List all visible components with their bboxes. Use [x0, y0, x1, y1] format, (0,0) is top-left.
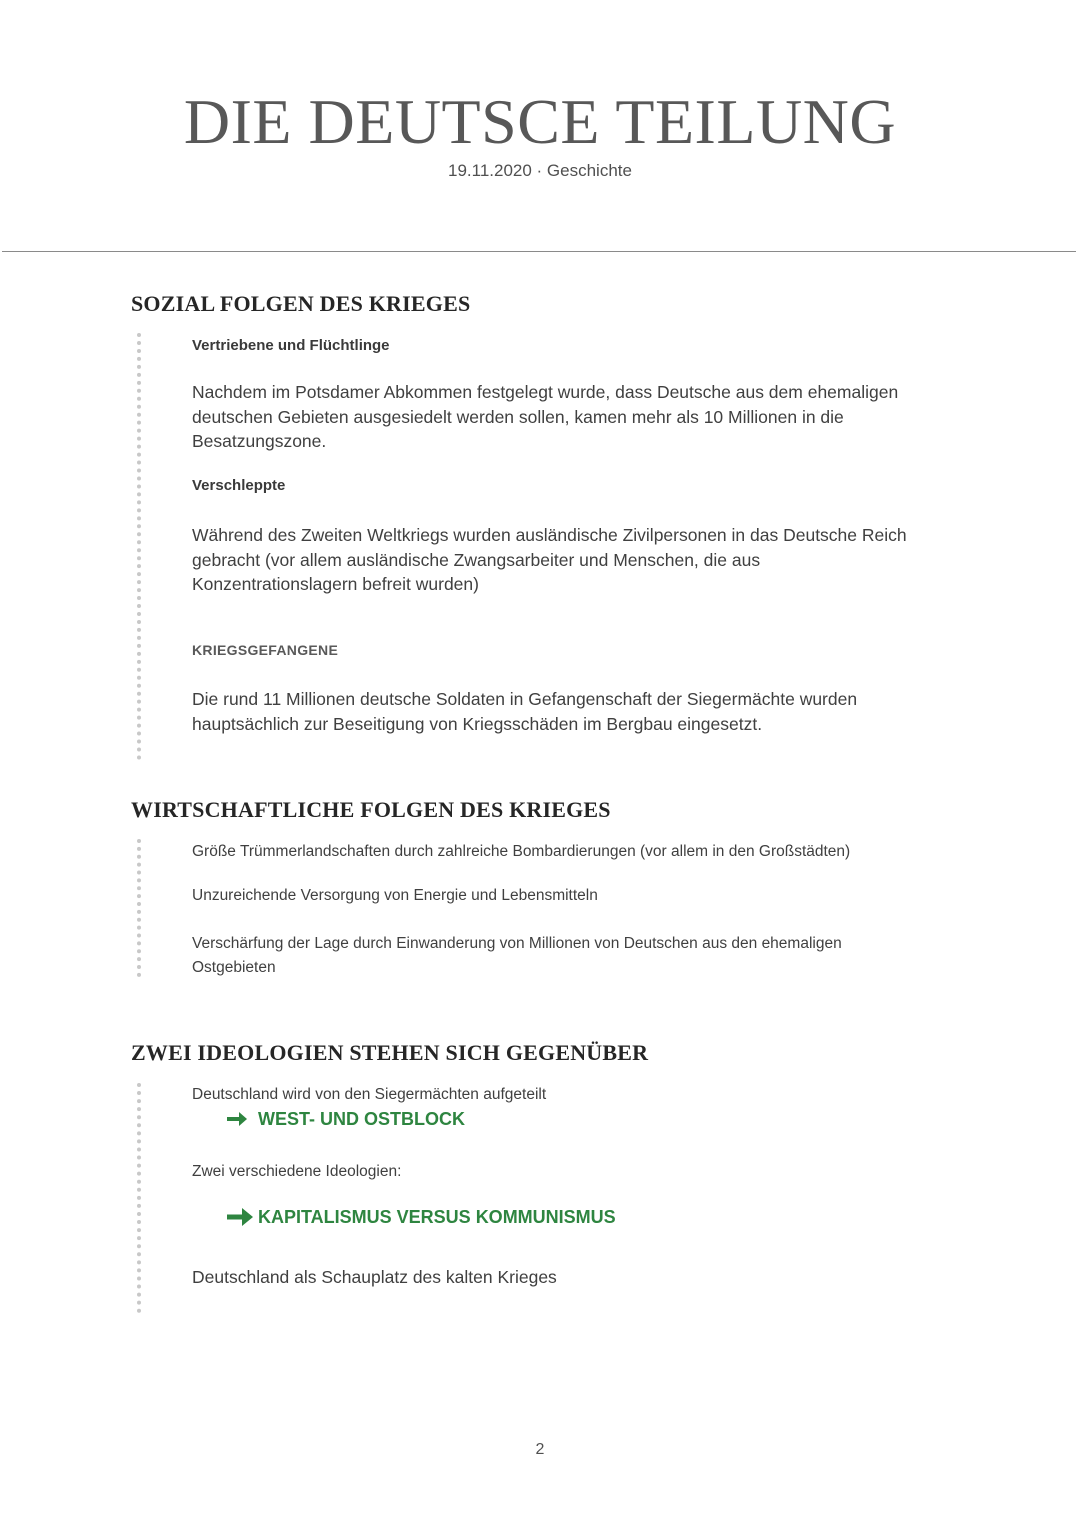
section-heading-wirtschaftliche-folgen: WIRTSCHAFTLICHE FOLGEN DES KRIEGES — [131, 797, 611, 822]
list-item: Unzureichende Versorgung von Energie und Lebensmitteln — [192, 887, 598, 904]
highlight-kapitalismus-kommunismus: KAPITALISMUS VERSUS KOMMUNISMUS — [226, 1205, 616, 1229]
arrow-right-icon — [226, 1110, 248, 1128]
header-divider — [2, 251, 1076, 252]
paragraph-kriegsgefangene: Die rund 11 Millionen deutsche Soldaten in Gefangenschaft der Siegermächte wurden hauptsächlich zur Beseitigung von Kriegsschäden im Bergbau eingesetzt. — [192, 689, 858, 734]
paragraph-vertriebene: Nachdem im Potsdamer Abkommen festgelegt wurde, dass Deutsche aus dem ehemaligen deutschen Gebieten ausgesiedelt werden sollen, kamen mehr als 10 Millionen in die Besatzungszone. — [192, 382, 899, 451]
document-title: DIE DEUTSCE TEILUNG — [183, 86, 897, 157]
page-number: 2 — [535, 1441, 545, 1458]
section-rule — [137, 1083, 141, 1313]
highlight-west-ostblock: WEST- UND OSTBLOCK — [226, 1107, 465, 1131]
section-heading-soziale-folgen: SOZIAL FOLGEN DES KRIEGES — [131, 291, 471, 316]
subheading-verschleppte: Verschleppte — [192, 477, 286, 494]
section-rule — [137, 839, 141, 977]
list-item: Deutschland wird von den Siegermächten aufgeteilt — [192, 1086, 547, 1103]
arrow-right-icon — [226, 1206, 254, 1228]
section-rule — [137, 333, 141, 760]
list-item: Deutschland als Schauplatz des kalten Krieges — [192, 1267, 557, 1287]
subheading-vertriebene: Vertriebene und Flüchtlinge — [192, 337, 390, 354]
list-item: Verschärfung der Lage durch Einwanderung von Millionen von Deutschen aus den ehemaligen Ostgebieten — [192, 935, 842, 976]
paragraph-verschleppte: Während des Zweiten Weltkriegs wurden ausländische Zivilpersonen in das Deutsche Reich gebracht (vor allem ausländische Zwangsarbeiter und Menschen, die aus Konzentrationslagern befreit wurden) — [192, 525, 907, 594]
list-item: Größe Trümmerlandschaften durch zahlreiche Bombardierungen (vor allem in den Großstädten) — [192, 843, 851, 860]
subheading-kriegsgefangene: KRIEGSGEFANGENE — [192, 642, 339, 658]
list-item: Zwei verschiedene Ideologien: — [192, 1163, 402, 1180]
section-heading-zwei-ideologien: ZWEI IDEOLOGIEN STEHEN SICH GEGENÜBER — [131, 1040, 649, 1065]
document-subtitle: 19.11.2020 · Geschichte — [448, 161, 632, 180]
